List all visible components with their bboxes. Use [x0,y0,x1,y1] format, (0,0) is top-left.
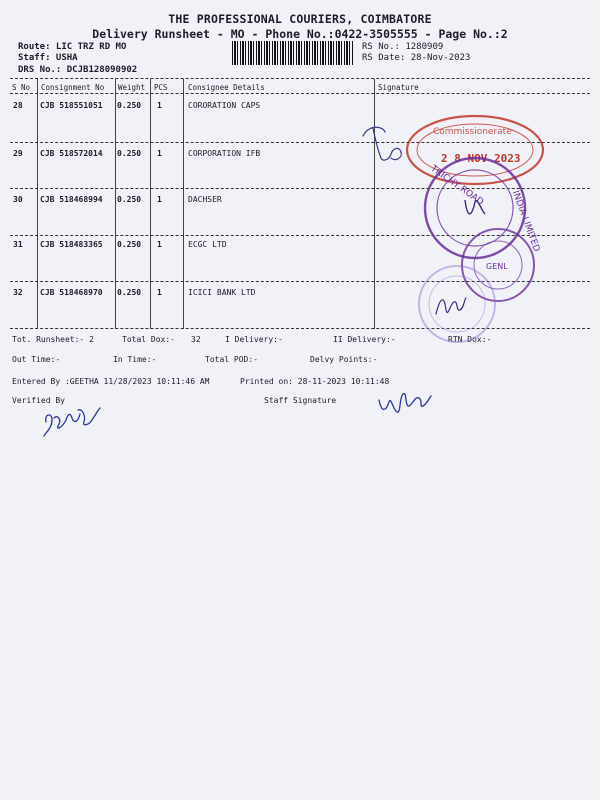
verified-signature [40,400,110,440]
out-time: Out Time:- [12,355,61,364]
drs-number: DRS No.: DCJB128090902 [18,65,138,75]
barcode [232,41,354,65]
col-divider [150,79,151,329]
col-header-pcs: PCS [154,83,168,92]
col-header-weight: Weight [118,83,146,92]
stamp-date: 2 8 NOV 2023 [441,152,521,165]
col-header-consignee: Consignee Details [188,83,265,92]
row-pcs: 1 [157,101,162,110]
row-consignment: CJB 518483365 [40,240,103,249]
row-weight: 0.250 [117,195,142,204]
small-stamp-text: GENL [486,262,508,271]
row-consignment: CJB 518468994 [40,195,103,204]
printed-on: Printed on: 28-11-2023 10:11:48 [240,377,390,386]
company-title: THE PROFESSIONAL COURIERS, COIMBATORE [168,12,432,26]
row-consignee: ICICI BANK LTD [188,288,256,297]
stamp-side-text: INDIA LIMITED [509,189,542,254]
row-sno: 31 [13,240,23,249]
staff-signature-label: Staff Signature [264,396,337,405]
col-divider [183,79,184,329]
col-header-consignment: Consignment No [41,83,105,92]
delvy-points: Delvy Points:- [310,355,378,364]
verified-by: Verified By [12,396,65,405]
rs-date: RS Date: 28-Nov-2023 [362,53,471,63]
row-weight: 0.250 [117,101,142,110]
total-pod: Total POD:- [205,355,258,364]
row-consignment: CJB 518572014 [40,149,103,158]
route-label: Route: LIC TRZ RD MO [18,42,127,52]
row-consignee: CORORATION CAPS [188,101,261,110]
stamp-ring-text: TRICHY ROAD [428,163,486,208]
table-top-rule [10,78,590,79]
row-sno: 30 [13,195,23,204]
table-bottom-rule [10,328,590,329]
col-header-signature: Signature [378,83,419,92]
row-sno: 28 [13,101,23,110]
staff-label: Staff: USHA [18,53,78,63]
entered-by: Entered By :GEETHA 11/28/2023 10:11:46 AM [12,377,210,386]
row-pcs: 1 [157,195,162,204]
row-weight: 0.250 [117,240,142,249]
col-divider [37,79,38,329]
ii-delivery: II Delivery:- [333,335,396,344]
row-consignment: CJB 518468970 [40,288,103,297]
col-divider [374,79,375,329]
total-dox-label: Total Dox:- [122,335,175,344]
rs-number: RS No.: 1280909 [362,42,444,52]
row-pcs: 1 [157,288,162,297]
row-consignee: CORPORATION IFB [188,149,261,158]
i-delivery: I Delivery:- [225,335,283,344]
table-header-rule [10,93,590,94]
in-time: In Time:- [113,355,157,364]
rtn-dox: RTN Dox:- [448,335,492,344]
staff-signature [375,388,435,422]
row-sno: 32 [13,288,23,297]
row-sno: 29 [13,149,23,158]
stamp-top-text: Commissionerate [433,127,512,137]
total-dox-value: 32 [191,335,201,344]
row-weight: 0.250 [117,288,142,297]
row-pcs: 1 [157,149,162,158]
row-consignee: DACHSER [188,195,222,204]
row-weight: 0.250 [117,149,142,158]
col-header-sno: S No [12,83,31,92]
col-divider [115,79,116,329]
runsheet-subtitle: Delivery Runsheet - MO - Phone No.:0422-3505555 - Page No.:2 [92,27,508,41]
row-consignment: CJB 518551051 [40,101,103,110]
tot-runsheet: Tot. Runsheet:- 2 [12,335,94,344]
faint-seal-stamp [415,262,500,347]
row-consignee: ECGC LTD [188,240,227,249]
row-pcs: 1 [157,240,162,249]
